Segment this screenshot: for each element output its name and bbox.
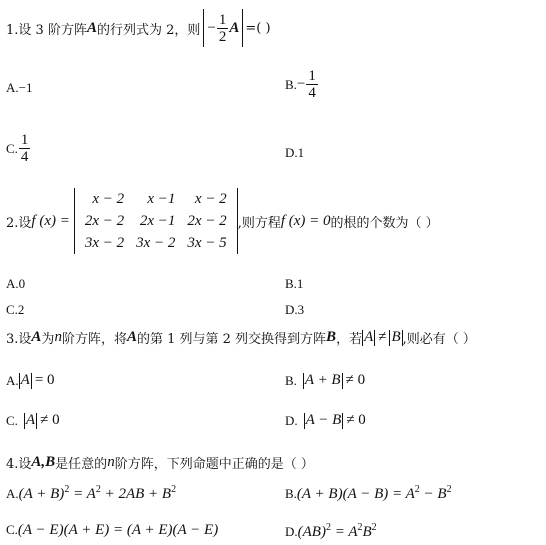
q3-d-label: D. <box>285 412 298 428</box>
q1-c-den: 4 <box>20 149 29 165</box>
q4-d-expr: B <box>362 524 372 540</box>
q1-a-label: A. <box>6 80 19 95</box>
q4-b-sup: 2 <box>414 484 420 495</box>
q4-b-sup: 2 <box>446 484 452 495</box>
q2-stem-end: 的根的个数为（ ） <box>330 215 439 231</box>
q4-d-label: D. <box>285 524 298 539</box>
q2-cell: 2x −1 <box>139 213 176 229</box>
q1-stem-post: =( ) <box>245 20 271 36</box>
q4-d-expr: = A <box>330 524 358 540</box>
q4-d-sup: 2 <box>371 522 377 533</box>
q2-cell: x − 2 <box>194 191 227 207</box>
q3-stem-d: ，若 <box>336 332 363 347</box>
q4-d-sup: 2 <box>325 522 331 533</box>
q4-b-label: B. <box>285 486 297 501</box>
q3-option-a <box>6 372 55 389</box>
q1-d-value: 1 <box>297 145 305 160</box>
q1-b-fraction <box>306 68 318 101</box>
q4-c-label: C. <box>6 522 18 537</box>
q2-f-expr: f (x) = <box>31 212 70 229</box>
q1-var-a-2: A <box>229 19 240 36</box>
q2-matrix <box>79 188 233 254</box>
q3-var-b: B <box>326 329 337 345</box>
q3-c-label: C. <box>6 412 18 428</box>
q4-a-expr: + 2AB + B <box>100 486 172 502</box>
q1-b-den: 4 <box>308 85 316 101</box>
q2-cell: 2x − 2 <box>84 213 125 229</box>
q4-stem-pre: 4.设 <box>6 457 32 472</box>
q2-equation: f (x) = 0 <box>280 212 331 229</box>
q3-stem-c: 的第 1 列与第 2 列交换得到方阵 <box>136 332 327 347</box>
q1-abs-left <box>203 9 204 47</box>
q1-b-sign: − <box>296 76 306 92</box>
q1-stem-mid: 的行列式为 2，则 <box>96 22 201 38</box>
q4-c-expr: (A − E)(A + E) = (A + E)(A − E) <box>17 522 219 538</box>
q3-b-expr: A + B <box>304 372 341 388</box>
q3-a-var: A <box>20 372 30 388</box>
q2-option-a: A.0 <box>6 276 26 291</box>
q1-abs-right <box>242 9 243 47</box>
q4-n: n <box>107 454 115 470</box>
q1-frac-num: 1 <box>218 11 227 28</box>
q1-c-num: 1 <box>20 132 29 148</box>
q2-cell: 2x − 2 <box>187 213 227 229</box>
q2-cell: x −1 <box>147 191 176 207</box>
q3-stem-e: ,则必有（ ） <box>402 332 476 347</box>
q2-determinant-body <box>74 188 238 254</box>
q4-option-d <box>285 522 377 541</box>
q2-matrix-row <box>79 188 233 210</box>
q4-b-expr: − B <box>419 486 447 502</box>
q4-a-expr: (A + B) <box>18 486 65 502</box>
q4-option-c <box>6 522 218 539</box>
q1-c-fraction <box>19 132 31 165</box>
q3-stem-b: 阶方阵，将 <box>61 332 127 347</box>
q1-b-num: 1 <box>308 68 316 84</box>
question-4-stem <box>6 453 314 472</box>
q2-cell: 3x − 2 <box>136 235 176 251</box>
q2-matrix-row <box>79 232 233 254</box>
q4-option-b <box>285 484 452 503</box>
q4-a-expr: = A <box>69 486 96 502</box>
q3-b-label: B. <box>285 372 297 388</box>
q2-option-b: B.1 <box>285 276 304 291</box>
q1-stem-pre: 1.设 3 阶方阵 <box>6 22 87 38</box>
q4-a-label: A. <box>6 486 19 501</box>
q1-b-label: B. <box>285 76 297 92</box>
q4-a-sup: 2 <box>95 484 101 495</box>
q1-option-a <box>6 80 32 96</box>
q3-option-b <box>285 372 365 389</box>
question-3-stem <box>6 328 476 347</box>
q2-matrix-row <box>79 210 233 232</box>
q1-a-value: −1 <box>18 80 33 95</box>
q4-stem-b: 阶方阵，下列命题中正确的是（ ） <box>114 457 314 472</box>
q4-d-expr: (AB) <box>297 524 326 540</box>
q3-b-tail: ≠ 0 <box>345 372 366 388</box>
q2-cell: 3x − 5 <box>187 235 227 251</box>
q1-option-d <box>285 145 304 161</box>
q3-cond-a: A <box>364 329 374 345</box>
q3-a-expr: = 0 <box>34 372 55 388</box>
q4-stem-a: 是任意的 <box>55 457 108 472</box>
q2-determinant <box>74 188 238 254</box>
q1-frac-den: 2 <box>218 28 227 45</box>
q3-var-a-2: A <box>126 329 137 345</box>
question-2-stem <box>6 188 439 254</box>
q3-option-d <box>285 412 366 429</box>
q3-stem-a: 为 <box>41 332 55 347</box>
q3-d-tail: ≠ 0 <box>346 412 366 428</box>
q3-c-tail: ≠ 0 <box>40 412 60 428</box>
q4-a-sup: 2 <box>64 484 70 495</box>
q2-option-d: D.3 <box>285 302 305 317</box>
q4-vars: A,B <box>31 454 56 470</box>
q1-option-c <box>6 132 31 165</box>
q3-d-expr: A − B <box>305 412 342 428</box>
q4-a-sup: 2 <box>171 484 177 495</box>
question-1-stem <box>6 8 271 48</box>
q3-c-var: A <box>25 412 36 428</box>
q1-c-label: C. <box>6 140 18 156</box>
q4-d-sup: 2 <box>357 522 363 533</box>
q3-option-c <box>6 412 60 429</box>
q4-b-expr: (A + B)(A − B) = A <box>296 486 415 502</box>
q2-stem-pre: 2.设 <box>6 215 32 231</box>
q4-option-a <box>6 484 176 503</box>
q1-option-b <box>285 68 319 101</box>
q3-var-a: A <box>31 329 42 345</box>
q3-n: n <box>54 329 62 345</box>
q1-fraction <box>217 12 229 45</box>
q2-stem-post: ,则方程 <box>237 215 281 231</box>
q3-cond-b: B <box>391 329 401 345</box>
q1-d-label: D. <box>285 145 298 160</box>
q2-cell: x − 2 <box>92 191 125 207</box>
q3-a-label: A. <box>6 372 19 388</box>
q3-neq: ≠ <box>378 329 387 345</box>
q2-option-c: C.2 <box>6 302 25 317</box>
q1-var-a: A <box>86 19 97 36</box>
q2-cell: 3x − 2 <box>84 235 125 251</box>
q1-minus: − <box>207 19 216 36</box>
q3-stem-pre: 3.设 <box>6 332 32 347</box>
